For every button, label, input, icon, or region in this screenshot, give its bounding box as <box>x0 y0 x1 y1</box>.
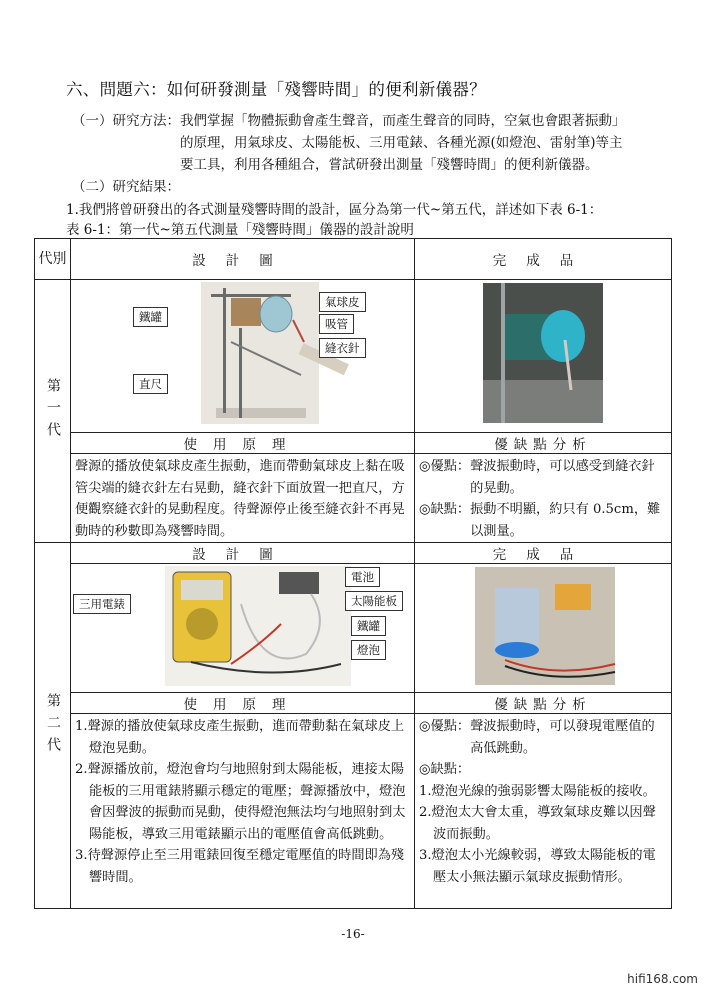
gen2-product-photo <box>415 564 672 688</box>
section-heading: 六、問題六：如何研發測量「殘響時間」的便利新儀器？ <box>66 80 486 99</box>
gen1-cons <box>419 499 665 542</box>
gen2-analysis-header: 優缺點分析 <box>415 693 672 714</box>
callout-ruler: 直尺 <box>133 374 168 394</box>
callout-sewing-needle: 縫衣針 <box>319 338 366 358</box>
method-line: 我們掌握「物體振動會產生聲音，而產生聲音的同時，空氣也會跟著振動」 <box>180 113 626 129</box>
gen2-principle-text <box>71 714 415 909</box>
cons-text: 振動不明顯，約只有 0.5cm，難以測量。 <box>470 502 661 539</box>
principle-item: 3.待聲源停止至三用電錶回復至穩定電壓值的時間即為殘響時間。 <box>75 848 405 885</box>
gen1-analysis-header: 優缺點分析 <box>415 433 672 454</box>
callout-light-bulb: 燈泡 <box>351 640 386 660</box>
cons-item: 1.燈泡光線的強弱影響太陽能板的接收。 <box>419 783 656 799</box>
intro-text: 1.我們將曾研發出的各式測量殘響時間的設計，區分為第一代~第五代，詳述如下表 6-1： <box>66 202 603 218</box>
header-product: 完成品 <box>415 239 672 280</box>
gen2-design-header: 設計圖 <box>71 543 415 564</box>
method-label: （一）研究方法： <box>72 113 180 129</box>
table-row-gen1-text <box>35 454 672 543</box>
gen1-analysis <box>415 454 672 543</box>
results-label: （二）研究結果： <box>72 179 180 195</box>
principle-item: 2.聲源播放前，燈泡會均勻地照射到太陽能板，連接太陽能板的三用電錶將顯示穩定的電壓；聲源播放中，燈泡會因聲波的振動而晃動，使得燈泡無法均勻地照射到太陽能板，導致三用電錶顯示出的電壓值會高低跳動。 <box>75 762 406 842</box>
gen2-product-header: 完成品 <box>415 543 672 564</box>
table-row-gen2-subheader <box>35 693 672 714</box>
callout-iron-can: 鐵罐 <box>133 307 168 327</box>
method-line: 要工具，利用各種組合，嘗試研發出測量「殘響時間」的便利新儀器。 <box>180 157 599 173</box>
gen1-design-diagram <box>71 280 415 433</box>
header-generation: 代別 <box>35 239 71 280</box>
table-row-gen2-photos <box>35 564 672 693</box>
pros-text: 聲波振動時，可以發現電壓值的高低跳動。 <box>470 719 655 756</box>
gen1-principle-text: 聲源的播放使氣球皮產生振動，進而帶動氣球皮上黏在吸管尖端的縫衣針左右晃動，縫衣針下面放置一把直尺，方便觀察縫衣針的晃動程度。待聲源停止後至縫衣針不再晃動時的秒數即為殘響時間。 <box>71 454 415 543</box>
table-row-gen1-photos <box>35 280 672 433</box>
cons-tag: ◎缺點： <box>419 762 471 777</box>
pros-tag: ◎優點： <box>419 459 471 474</box>
gen2-analysis <box>415 714 672 909</box>
table-row-gen2-text <box>35 714 672 909</box>
generation-label-2: 第二代 <box>35 543 71 909</box>
design-table <box>34 238 672 909</box>
cons-tag: ◎缺點： <box>419 502 471 517</box>
pros-text: 聲波振動時，可以感受到縫衣針的晃動。 <box>470 459 655 496</box>
gen2-product-photo-cell <box>415 564 672 693</box>
table-row-gen2-header <box>35 543 672 564</box>
generation-label-1: 第一代 <box>35 280 71 543</box>
gen2-pros <box>419 716 665 759</box>
cons-item: 3.燈泡太小光線較弱，導致太陽能板的電壓太小無法顯示氣球皮振動情形。 <box>419 848 656 885</box>
callout-straw: 吸管 <box>319 314 354 334</box>
table-header-row <box>35 239 672 280</box>
gen1-product-photo-cell <box>415 280 672 433</box>
callout-solar-panel: 太陽能板 <box>345 591 403 611</box>
gen2-principle-header: 使用原理 <box>71 693 415 714</box>
table-caption: 表 6-1：第一代~第五代測量「殘響時間」儀器的設計說明 <box>66 222 414 238</box>
pros-tag: ◎優點： <box>419 719 471 734</box>
method-body <box>180 110 650 176</box>
cons-item: 2.燈泡太大會太重，導致氣球皮難以因聲波而振動。 <box>419 805 656 842</box>
gen1-principle-header: 使用原理 <box>71 433 415 454</box>
callout-multimeter: 三用電錶 <box>73 594 131 614</box>
principle-item: 1.聲源的播放使氣球皮產生振動，進而帶動黏在氣球皮上燈泡晃動。 <box>75 719 405 756</box>
page-number: -16- <box>341 927 365 941</box>
callout-iron-can: 鐵罐 <box>351 616 386 636</box>
gen1-product-photo <box>415 280 672 428</box>
callout-balloon-skin: 氣球皮 <box>319 292 366 312</box>
method-line: 的原理，用氣球皮、太陽能板、三用電錶、各種光源(如燈泡、雷射筆)等主 <box>180 135 623 151</box>
watermark: hifi168.com <box>627 972 698 986</box>
table-row-gen1-subheader <box>35 433 672 454</box>
gen2-design-diagram <box>71 564 415 693</box>
callout-battery: 電池 <box>345 567 380 587</box>
gen1-pros <box>419 456 665 499</box>
header-design: 設計圖 <box>71 239 415 280</box>
